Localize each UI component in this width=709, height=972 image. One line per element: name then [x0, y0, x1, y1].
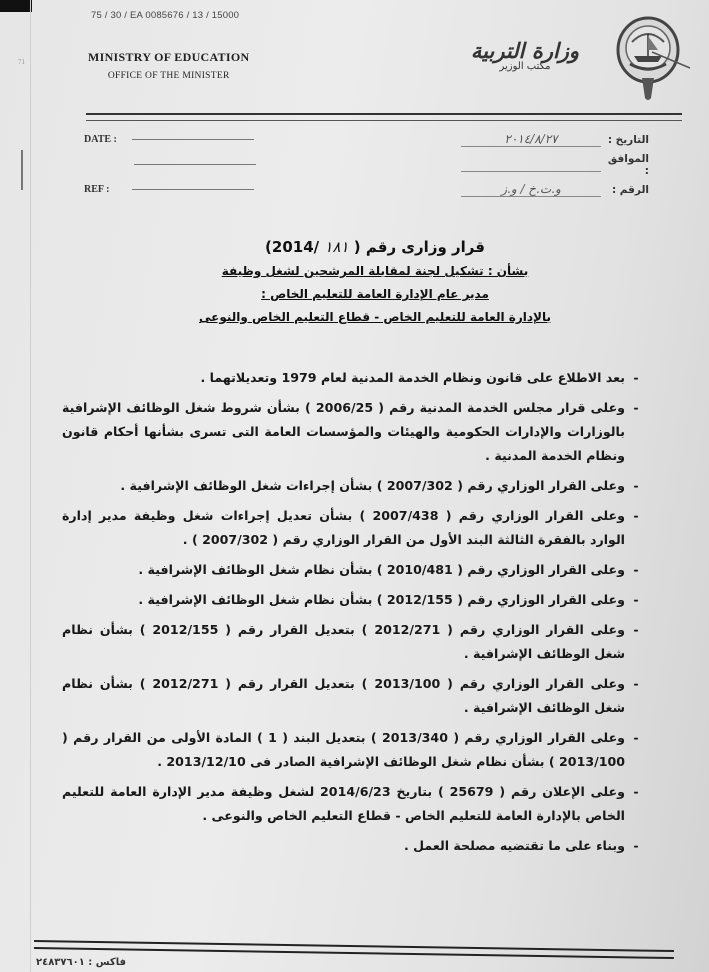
number-value-ar: و.ت.خ / و.ز [461, 182, 601, 197]
scan-corner-mark [0, 0, 32, 12]
clause-item: - وعلى القرار الوزاري رقم ( 2013/100 ) بتعديل القرار رقم ( 2012/271 ) بشأن نظام شغل الوظائف الإشرافية . [62, 672, 647, 720]
state-emblem-icon [608, 12, 692, 106]
clause-item: - وعلى القرار الوزاري رقم ( 2013/340 ) بتعديل البند ( 1 ) المادة الأولى من القرار رقم ( 2013/100 ) بشأن نظام شغل الوظائف الإشرافية الصادر فى 2013/12/10 . [62, 726, 647, 774]
ministry-name-en: MINISTRY OF EDUCATION [88, 50, 250, 64]
page-edge [30, 0, 31, 972]
clause-text: وعلى القرار الوزاري رقم ( 2010/481 ) بشأن نظام شغل الوظائف الإشرافية . [138, 562, 625, 577]
clause-item: - وعلى القرار الوزاري رقم ( 2007/438 ) بشأن تعديل إجراءات شغل وظيفة مدير إدارة الوارد بالفقرة الثالثة البند الأول من القرار الوزاري رقم ( 2007/302 ) . [62, 504, 647, 552]
office-name-en: OFFICE OF THE MINISTER [107, 71, 230, 81]
preamble-clauses [62, 366, 647, 864]
decree-prefix: قرار وزارى رقم ( [353, 238, 485, 256]
clause-text: وعلى القرار الوزاري رقم ( 2012/155 ) بشأن نظام شغل الوظائف الإشرافية . [138, 592, 625, 607]
reference-code: 75 / 30 / EA 0085676 / 13 / 15000 [91, 10, 240, 21]
clause-text: وعلى قرار مجلس الخدمة المدنية رقم ( 2006/25 ) بشأن شروط شغل الوظائف الإشرافية بالوزارات والإدارات الحكومية والهيئات والمؤسسات العامة التى تسرى بشأنها أحكام قانون ونظام الخدمة المدنية . [62, 400, 625, 463]
clause-item: - وعلى قرار مجلس الخدمة المدنية رقم ( 2006/25 ) بشأن شروط شغل الوظائف الإشرافية بالوزارات والإدارات الحكومية والهيئات والمؤسسات العامة التى تسرى بشأنها أحكام قانون ونظام الخدمة المدنية . [62, 396, 647, 468]
clause-text: وعلى القرار الوزاري رقم ( 2012/271 ) بتعديل القرار رقم ( 2012/155 ) بشأن نظام شغل الوظائف الإشرافية . [62, 622, 625, 661]
decree-title [150, 238, 600, 256]
clause-item: - وعلى القرار الوزاري رقم ( 2012/155 ) بشأن نظام شغل الوظائف الإشرافية . [62, 588, 647, 612]
ref-line-en [132, 189, 254, 190]
clause-item: - وعلى القرار الوزاري رقم ( 2012/271 ) بتعديل القرار رقم ( 2012/155 ) بشأن نظام شغل الوظائف الإشرافية . [62, 618, 647, 666]
office-name-ar: مكتب الوزير [499, 61, 551, 72]
arabic-letterhead [455, 38, 595, 72]
margin-mark [21, 150, 23, 190]
english-letterhead [88, 50, 249, 81]
clause-item: - وبناء على ما تقتضيه مصلحة العمل . [62, 834, 647, 858]
date-label-en: DATE : [84, 134, 117, 145]
english-fields [84, 127, 256, 202]
arabic-fields [461, 127, 649, 202]
margin-number: 71 [18, 58, 25, 66]
blank-line-en [134, 164, 256, 165]
clause-text: وعلى القرار الوزاري رقم ( 2013/340 ) بتعديل البند ( 1 ) المادة الأولى من القرار رقم ( 2013/100 ) بشأن نظام شغل الوظائف الإشرافية الصادر فى 2013/12/10 . [62, 730, 625, 769]
clause-text: وبناء على ما تقتضيه مصلحة العمل . [404, 838, 625, 853]
date-label-ar: التاريخ : [607, 133, 649, 146]
date-line-en [132, 139, 254, 140]
footer-contact: فاكس : ٢٤٨٣٧٦٠١ [36, 957, 127, 968]
clause-item: - وعلى القرار الوزاري رقم ( 2010/481 ) بشأن نظام شغل الوظائف الإشرافية . [62, 558, 647, 582]
clause-item: - وعلى الإعلان رقم ( 25679 ) بتاريخ 2014/6/23 لشغل وظيفة مدير الإدارة العامة للتعليم الخاص بالإدارة العامة للتعليم الخاص - قطاع التعليم الخاص والنوعى . [62, 780, 647, 828]
corresponding-value-ar [461, 157, 601, 172]
clause-item: - وعلى القرار الوزاري رقم ( 2007/302 ) بشأن إجراءات شغل الوظائف الإشرافية . [62, 474, 647, 498]
decree-suffix: /2014) [265, 238, 320, 256]
subject-line-3: بالإدارة العامة للتعليم الخاص - قطاع التعليم الخاص والنوعى [199, 310, 551, 324]
clause-item: - بعد الاطلاع على قانون ونظام الخدمة المدنية لعام 1979 وتعديلاتهما . [62, 366, 647, 390]
clause-text: وعلى القرار الوزاري رقم ( 2007/302 ) بشأن إجراءات شغل الوظائف الإشرافية . [120, 478, 625, 493]
clause-text: وعلى القرار الوزاري رقم ( 2013/100 ) بتعديل القرار رقم ( 2012/271 ) بشأن نظام شغل الوظائف الإشرافية . [62, 676, 625, 715]
decree-number: ١٨١ [324, 238, 349, 256]
clause-text: بعد الاطلاع على قانون ونظام الخدمة المدنية لعام 1979 وتعديلاتهما . [200, 370, 625, 385]
date-value-ar: ٢٠١٤/٨/٢٧ [461, 132, 601, 147]
footer-divider [34, 940, 674, 959]
subject-line-2: مدير عام الإدارة العامة للتعليم الخاص : [261, 287, 489, 301]
corresponding-label-ar: الموافق : [607, 152, 649, 177]
header-divider [86, 113, 682, 121]
decree-title-block [150, 238, 600, 331]
number-label-ar: الرقم : [611, 183, 649, 196]
ref-label-en: REF : [84, 184, 110, 195]
clause-text: وعلى القرار الوزاري رقم ( 2007/438 ) بشأن تعديل إجراءات شغل وظيفة مدير إدارة الوارد بالفقرة الثالثة البند الأول من القرار الوزاري رقم ( 2007/302 ) . [62, 508, 625, 547]
subject-line-1: بشأن : تشكيل لجنة لمقابلة المرشحين لشغل وظيفة [221, 264, 529, 278]
ministry-name-ar: وزارة التربية [470, 38, 580, 63]
clause-text: وعلى الإعلان رقم ( 25679 ) بتاريخ 2014/6/23 لشغل وظيفة مدير الإدارة العامة للتعليم الخاص بالإدارة العامة للتعليم الخاص - قطاع التعليم الخاص والنوعى . [62, 784, 625, 823]
